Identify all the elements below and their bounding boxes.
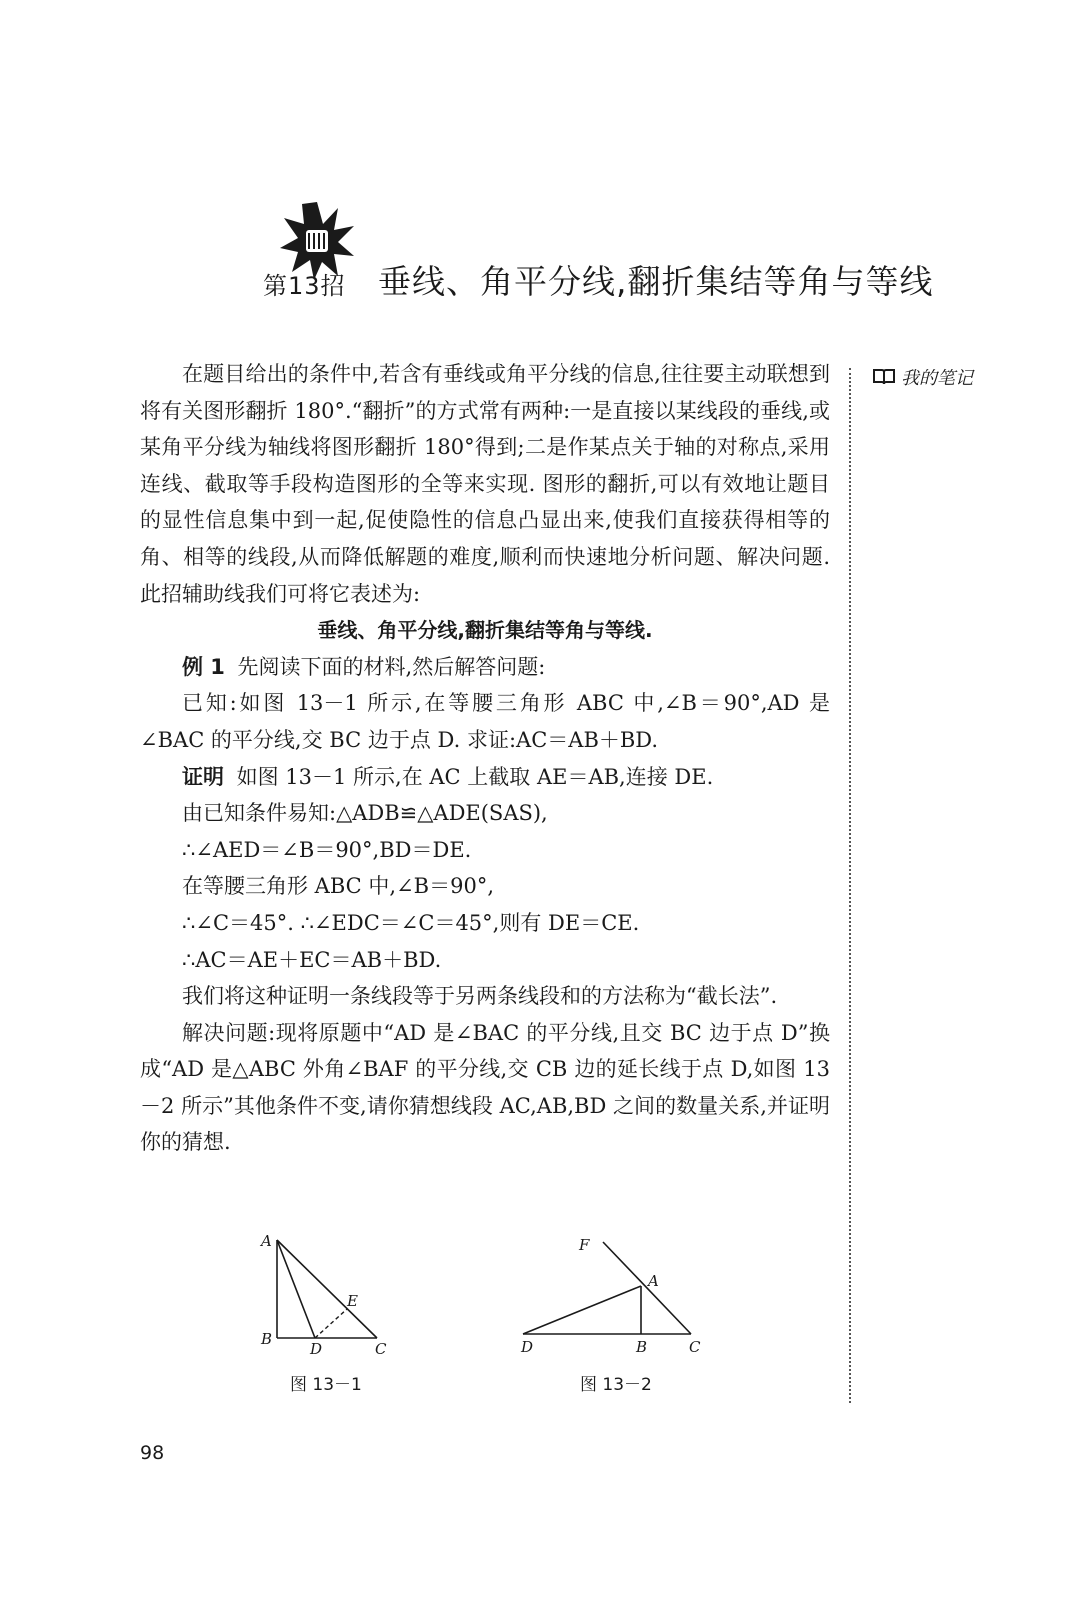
label-b: B: [261, 1330, 273, 1348]
proof-line: ∴∠C＝45°. ∴∠EDC＝∠C＝45°,则有 DE＝CE.: [182, 910, 640, 935]
proof-line: 由已知条件易知:△ADB≌△ADE(SAS),: [182, 801, 548, 826]
figure-13-1: [255, 1228, 405, 1358]
proof-line: 在等腰三角形 ABC 中,∠B＝90°,: [182, 874, 495, 899]
intro-paragraph: 在题目给出的条件中,若含有垂线或角平分线的信息,往往要主动联想到将有关图形翻折 180°.“翻折”的方式常有两种:一是直接以某线段的垂线,或某角平分线为轴线将图形翻折 180°得到;二是作某点关于轴的对称点,采用连线、截取等手段构造图形的全等来实现. 图形的翻折,可以有效地让题目的显性信息集中到一起,促使隐性的信息凸显出来,使我们直接获得相等的角、相等的线段,从而降低解题的难度,顺利而快速地分析问题、解决问题. 此招辅助线我们可将它表述为:: [140, 362, 830, 606]
example-text: 先阅读下面的材料,然后解答问题:: [237, 654, 546, 679]
label-c: C: [689, 1338, 701, 1356]
proof-label: 证明: [182, 764, 224, 789]
notes-divider: [849, 368, 851, 1403]
open-book-icon: [873, 368, 895, 386]
chapter-title: 垂线、角平分线,翻折集结等角与等线: [378, 262, 934, 301]
segment-de: [315, 1309, 347, 1338]
label-f: F: [579, 1236, 590, 1254]
segment-ad: [277, 1240, 315, 1338]
motto: 垂线、角平分线,翻折集结等角与等线.: [317, 618, 653, 643]
page-number: 98: [140, 1442, 165, 1464]
label-b: B: [636, 1338, 648, 1356]
problem-statement: 解决问题:现将原题中“AD 是∠BAC 的平分线,且交 BC 边于点 D”换成“AD 是△ABC 外角∠BAF 的平分线,交 CB 边的延长线于点 D,如图 13－2 所示”其他条件不变,请你猜想线段 AC,AB,BD 之间的数量关系,并证明你的猜想.: [140, 1020, 830, 1155]
proof-line: ∴∠AED＝∠B＝90°,BD＝DE.: [182, 837, 472, 862]
example-label: 例 1: [182, 654, 225, 679]
segment-da: [523, 1286, 641, 1334]
chapter-number: 第13招: [263, 272, 346, 300]
figure-13-2: [515, 1228, 715, 1358]
segment-ac: [277, 1240, 377, 1338]
label-d: D: [310, 1340, 323, 1358]
label-c: C: [375, 1340, 387, 1358]
given-statement: 已知:如图 13－1 所示,在等腰三角形 ABC 中,∠B＝90°,AD 是∠BAC 的平分线,交 BC 边于点 D. 求证:AC＝AB＋BD.: [140, 691, 830, 752]
method-note: 我们将这种证明一条线段等于另两条线段和的方法称为“截长法”.: [182, 984, 778, 1009]
proof-line: ∴AC＝AE＋EC＝AB＋BD.: [182, 947, 442, 972]
label-a: A: [261, 1232, 272, 1250]
example-heading: [140, 649, 830, 686]
notes-label-text: 我的笔记: [901, 368, 973, 389]
figure-13-1-caption: 图 13－1: [290, 1375, 362, 1395]
main-text: [140, 356, 830, 1161]
label-e: E: [347, 1292, 358, 1310]
notes-label: [873, 364, 973, 390]
segment-fc: [603, 1242, 691, 1334]
proof-line: 如图 13－1 所示,在 AC 上截取 AE＝AB,连接 DE.: [236, 764, 714, 789]
proof-heading: [140, 759, 830, 796]
label-a: A: [648, 1272, 659, 1290]
figure-13-2-caption: 图 13－2: [580, 1375, 652, 1395]
label-d: D: [521, 1338, 534, 1356]
